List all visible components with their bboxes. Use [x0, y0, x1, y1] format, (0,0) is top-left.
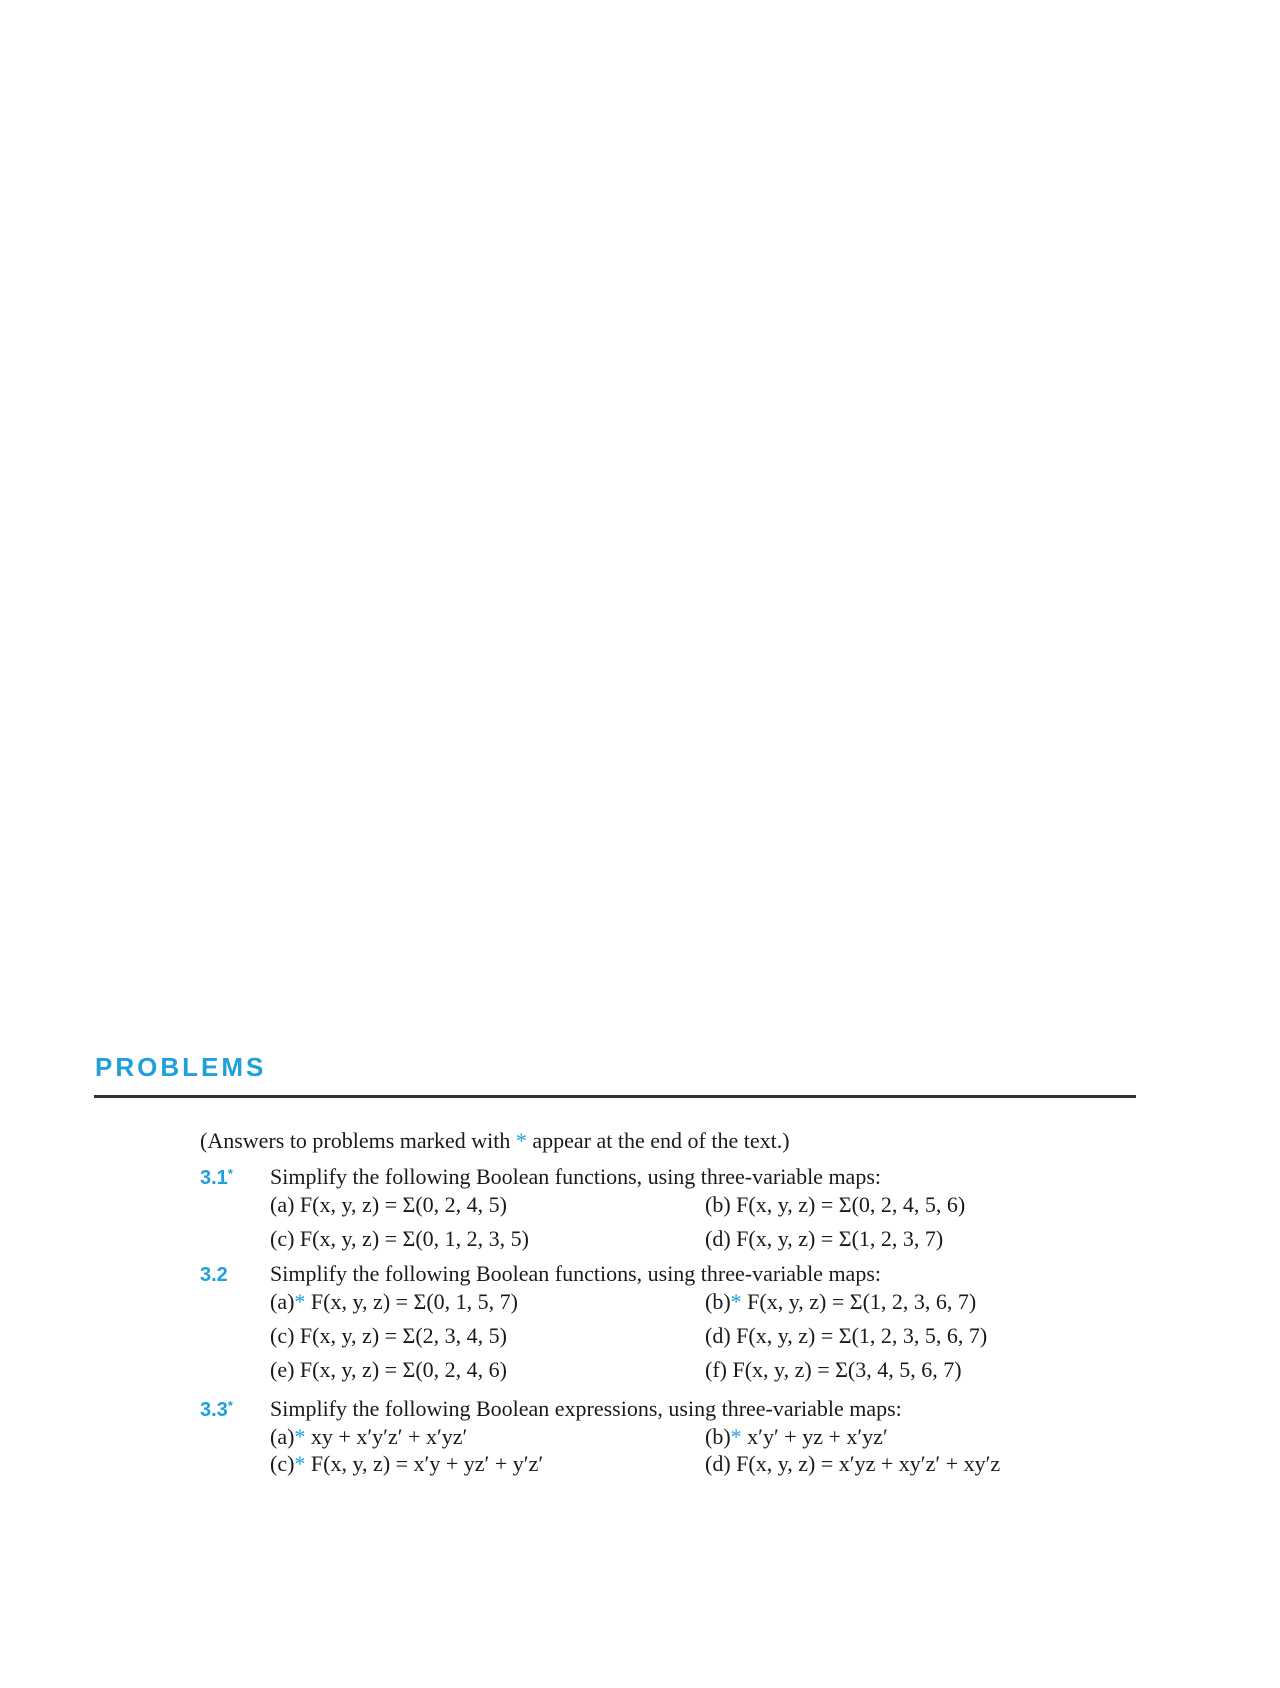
problem-item [270, 1289, 518, 1315]
problem-item: (c) F(x, y, z) = Σ(0, 1, 2, 3, 5) [270, 1226, 530, 1251]
asterisk-mark: * [730, 1289, 742, 1314]
item-expression: xy + x′y′z′ + x′yz′ [305, 1424, 468, 1449]
item-label: (b) [705, 1424, 731, 1449]
problem-answer-mark: * [227, 1398, 233, 1413]
problem-item: (c) F(x, y, z) = Σ(2, 3, 4, 5) [270, 1323, 508, 1348]
problem-item: (d) F(x, y, z) = Σ(1, 2, 3, 5, 6, 7) [705, 1323, 988, 1348]
asterisk-mark: * [730, 1424, 742, 1449]
problem-statement: Simplify the following Boolean expressions, using three-variable maps: [270, 1396, 902, 1421]
asterisk-mark: * [294, 1289, 306, 1314]
asterisk-mark: * [294, 1424, 306, 1449]
asterisk-mark: * [294, 1451, 306, 1476]
problem-item [270, 1424, 467, 1450]
problem-item [705, 1289, 976, 1315]
problem-number [200, 1398, 233, 1422]
problem-item: (d) F(x, y, z) = Σ(1, 2, 3, 7) [705, 1226, 944, 1251]
problem-item: (f) F(x, y, z) = Σ(3, 4, 5, 6, 7) [705, 1357, 962, 1382]
problem-item: (b) F(x, y, z) = Σ(0, 2, 4, 5, 6) [705, 1192, 966, 1217]
problem-number-text: 3.1 [200, 1167, 228, 1189]
intro-text-before: (Answers to problems marked with [200, 1128, 511, 1153]
item-expression: F(x, y, z) = Σ(0, 1, 5, 7) [305, 1289, 519, 1314]
problem-item [270, 1451, 543, 1477]
section-heading: PROBLEMS [95, 1052, 267, 1082]
item-expression: x′y′ + yz + x′yz′ [741, 1424, 888, 1449]
item-label: (b) [705, 1289, 731, 1314]
problem-statement: Simplify the following Boolean functions, using three-variable maps: [270, 1261, 881, 1286]
problem-item: (d) F(x, y, z) = x′yz + xy′z′ + xy′z [705, 1451, 1001, 1476]
problem-number-text: 3.3 [200, 1399, 228, 1421]
problem-number [200, 1263, 228, 1287]
problem-item [705, 1424, 888, 1450]
item-expression: F(x, y, z) = Σ(1, 2, 3, 6, 7) [741, 1289, 977, 1314]
item-label: (a) [270, 1289, 295, 1314]
item-label: (c) [270, 1451, 295, 1476]
problem-statement: Simplify the following Boolean functions, using three-variable maps: [270, 1164, 881, 1189]
asterisk-mark: * [515, 1128, 527, 1153]
problem-item: (e) F(x, y, z) = Σ(0, 2, 4, 6) [270, 1357, 508, 1382]
section-divider [94, 1095, 1136, 1098]
intro-text-after: appear at the end of the text.) [532, 1128, 790, 1153]
problem-answer-mark: * [227, 1166, 233, 1181]
item-label: (a) [270, 1424, 295, 1449]
problem-number [200, 1166, 233, 1190]
problem-item: (a) F(x, y, z) = Σ(0, 2, 4, 5) [270, 1192, 508, 1217]
problem-number-text: 3.2 [200, 1264, 228, 1286]
item-expression: F(x, y, z) = x′y + yz′ + y′z′ [305, 1451, 544, 1476]
intro-note [200, 1128, 790, 1154]
